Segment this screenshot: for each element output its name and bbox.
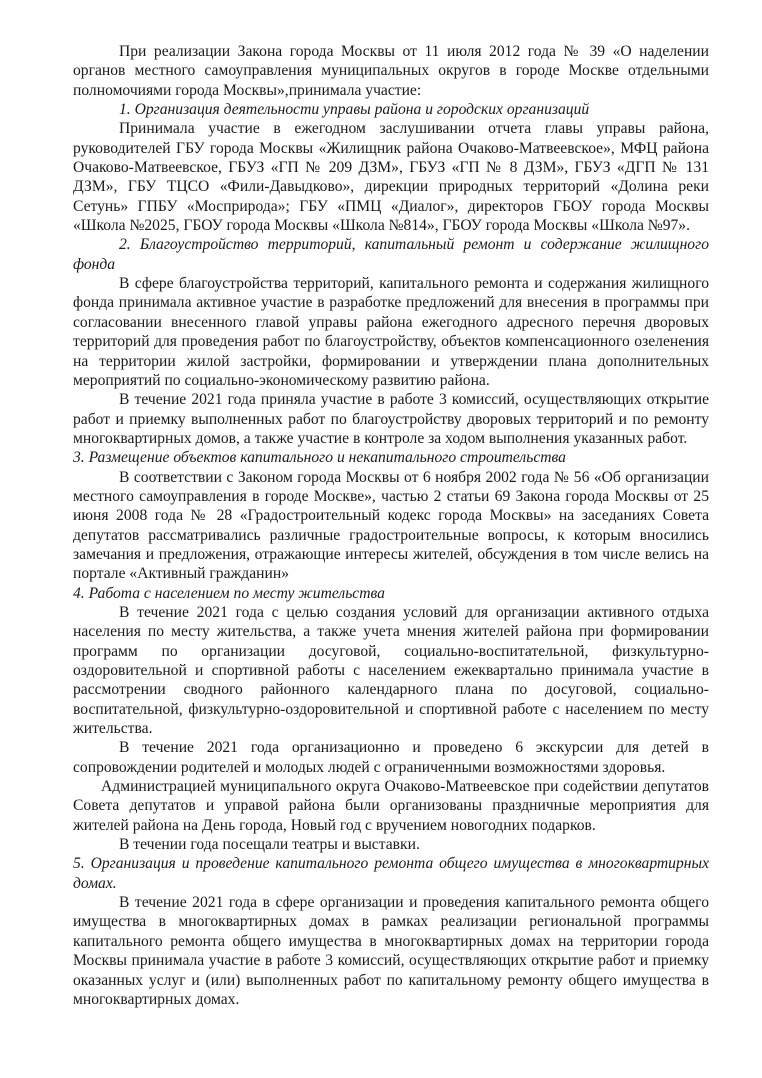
- section-3-paragraph-1: В соответствии с Законом города Москвы от 6 ноября 2002 года № 56 «Об организации местного самоуправления в городе Москве», частью 2 статьи 69 Закона города Москвы от 25 июня 2008 года № 28 «Градостроительный кодекс города Москвы» на заседаниях Совета депутатов рассматривались различные градостроительные вопросы, к которым вносились замечания и предложения, отражающие интересы жителей, обсуждения в том числе велись на портале «Активный гражданин»: [73, 468, 709, 583]
- intro-paragraph: При реализации Закона города Москвы от 11 июля 2012 года № 39 «О наделении органов местного самоуправления муниципальных округов в городе Москве отдельными полномочиями города Москвы»,принимала участие:: [73, 43, 709, 99]
- section-2-paragraph-1: В сфере благоустройства территорий, капитального ремонта и содержания жилищного фонда принимала активное участие в разработке предложений для внесения в программы при согласовании внесенного главой управы района ежегодного адресного перечня дворовых территорий для проведения работ по благоустройству, объектов компенсационного озеленения на территории жилой застройки, формировании и утверждении плана дополнительных мероприятий по социально-экономическому развитию района.: [73, 275, 709, 389]
- section-4-paragraph-4: В течении года посещали театры и выставки.: [119, 836, 420, 854]
- section-4-paragraph-3: Администрацией муниципального округа Очаково-Матвеевское при содействии депутатов Совета депутатов и управой района были организованы праздничные мероприятия для жителей района на День города, Новый год с вручением новогодних подарков.: [73, 778, 709, 834]
- section-1-heading: 1. Организация деятельности управы района и городских организаций: [119, 101, 590, 119]
- section-4-paragraph-2: В течение 2021 года организационно и проведено 6 экскурсии для детей в сопровождении родителей и молодых людей с ограниченными возможностями здоровья.: [73, 739, 709, 776]
- section-3-heading: 3. Размещение объектов капитального и некапитального строительства: [73, 449, 566, 467]
- section-2-heading: 2. Благоустройство территорий, капитальный ремонт и содержание жилищного фонда: [73, 236, 709, 273]
- section-4-heading: 4. Работа с населением по месту жительства: [73, 584, 385, 602]
- document-page: [73, 42, 709, 1009]
- section-5-heading: 5. Организация и проведение капитального ремонта общего имущества в многоквартирных домах.: [73, 855, 709, 892]
- section-2-paragraph-2: В течение 2021 года приняла участие в работе 3 комиссий, осуществляющих открытие работ и приемку выполненных работ по благоустройству дворовых территорий и по ремонту многоквартирных домов, а также участие в контроле за ходом выполнения указанных работ.: [73, 391, 709, 447]
- section-4-paragraph-1: В течение 2021 года с целью создания условий для организации активного отдыха населения по месту жительства, а также учета мнения жителей района при формировании программ по организации досуговой, социально-воспитательной, физкультурно-оздоровительной и спортивной работы с населением ежеквартально принимала участие в рассмотрении сводного районного календарного плана по досуговой, социально-воспитательной, физкультурно-оздоровительной и спортивной работе с населением по месту жительства.: [73, 603, 709, 738]
- section-5-paragraph-1: В течение 2021 года в сфере организации и проведения капитального ремонта общего имущества в многоквартирных домах в рамках реализации региональной программы капитального ремонта общего имущества в многоквартирных домах на территории города Москвы принимала участие в работе 3 комиссий, осуществляющих открытие работ и приемку оказанных услуг и (или) выполненных работ по капитальному ремонту общего имущества в многоквартирных домах.: [73, 894, 709, 1008]
- section-1-paragraph-1: Принимала участие в ежегодном заслушивании отчета главы управы района, руководителей ГБУ города Москвы «Жилищник района Очаково-Матвеевское», МФЦ района Очаково-Матвеевское, ГБУЗ «ГП № 209 ДЗМ», ГБУЗ «ГП № 8 ДЗМ», ГБУЗ «ДГП № 131 ДЗМ», ГБУ ТЦСО «Фили-Давыдково», дирекции природных территорий «Долина реки Сетунь» ГПБУ «Мосприрода»; ГБУ «ПМЦ «Диалог», директоров ГБОУ города Москвы «Школа №2025, ГБОУ города Москвы «Школа №814», ГБОУ города Москвы «Школа №97».: [73, 120, 709, 235]
